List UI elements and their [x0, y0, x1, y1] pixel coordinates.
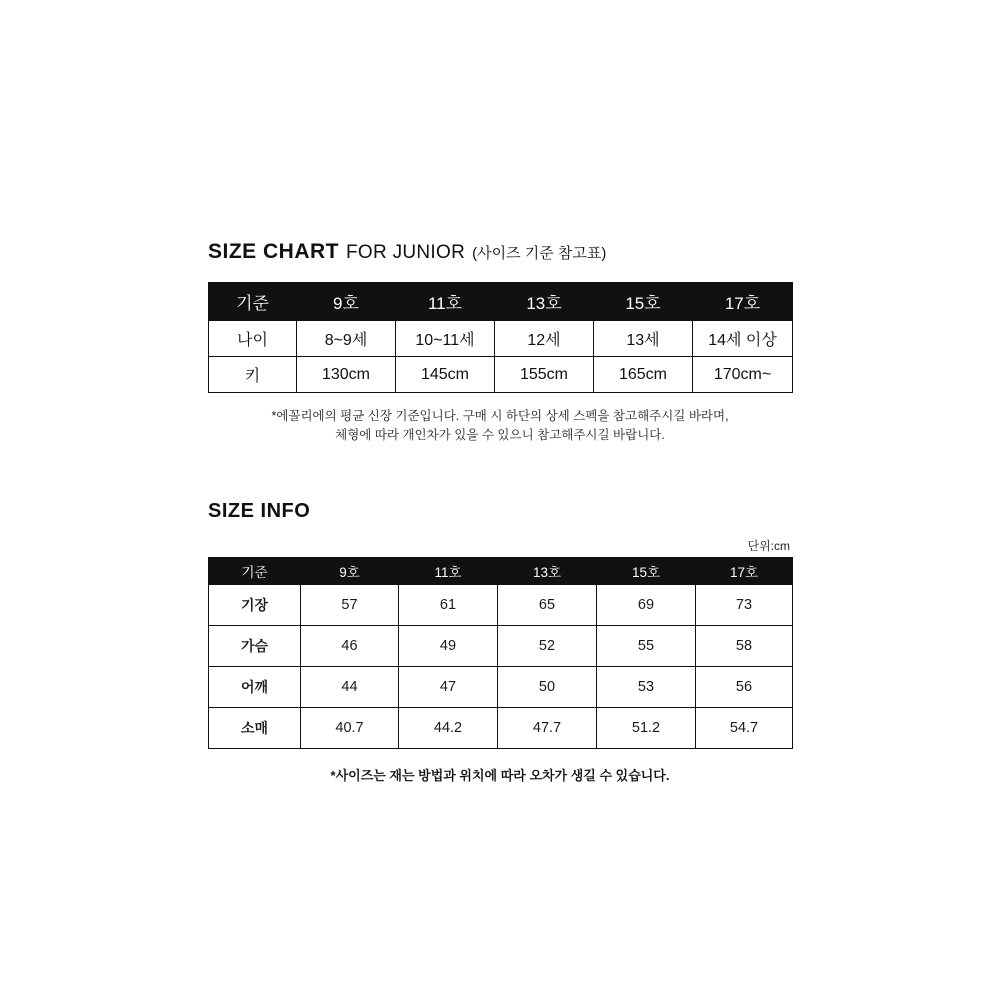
- cell-age-17: 14세 이상: [693, 321, 793, 357]
- cell-shoulder-9: 44: [301, 667, 399, 708]
- cell-height-13: 155cm: [495, 357, 594, 393]
- cell-sleeve-11: 44.2: [399, 708, 498, 749]
- size-chart-note-line2: 체형에 따라 개인차가 있을 수 있으니 참고해주시길 바랍니다.: [335, 428, 665, 443]
- table-row: [209, 585, 793, 626]
- table-header-row: [209, 558, 793, 585]
- table-header-row: [209, 283, 793, 321]
- cell-height-15: 165cm: [594, 357, 693, 393]
- cell-shoulder-15: 53: [597, 667, 696, 708]
- row-label-age: 나이: [209, 321, 297, 357]
- cell-chest-15: 55: [597, 626, 696, 667]
- size-chart-heading: [208, 240, 792, 264]
- size-chart-title-light: FOR JUNIOR: [346, 242, 466, 263]
- cell-sleeve-13: 47.7: [498, 708, 597, 749]
- row-label-length: 기장: [209, 585, 301, 626]
- column-header-base: 기준: [209, 283, 297, 321]
- cell-length-13: 65: [498, 585, 597, 626]
- row-label-chest: 가슴: [209, 626, 301, 667]
- row-label-height: 키: [209, 357, 297, 393]
- cell-chest-11: 49: [399, 626, 498, 667]
- column-header-9: 9호: [301, 558, 399, 585]
- column-header-11: 11호: [399, 558, 498, 585]
- cell-length-17: 73: [696, 585, 793, 626]
- table-row: [209, 667, 793, 708]
- column-header-13: 13호: [498, 558, 597, 585]
- cell-chest-9: 46: [301, 626, 399, 667]
- size-chart-section: [208, 240, 792, 446]
- column-header-15: 15호: [594, 283, 693, 321]
- table-row: [209, 708, 793, 749]
- column-header-17: 17호: [696, 558, 793, 585]
- size-info-section: [208, 500, 792, 784]
- size-chart-note-line1: *에꼴리에의 평균 신장 기준입니다. 구매 시 하단의 상세 스펙을 참고해주시길 바라며,: [271, 409, 729, 423]
- table-row: [209, 321, 793, 357]
- size-info-title: SIZE INFO: [208, 500, 311, 522]
- cell-sleeve-15: 51.2: [597, 708, 696, 749]
- cell-shoulder-17: 56: [696, 667, 793, 708]
- column-header-11: 11호: [396, 283, 495, 321]
- table-row: [209, 357, 793, 393]
- size-info-note: *사이즈는 재는 방법과 위치에 따라 오차가 생길 수 있습니다.: [330, 768, 670, 783]
- size-info-unit: 단위:cm: [747, 539, 790, 553]
- cell-chest-17: 58: [696, 626, 793, 667]
- cell-age-13: 12세: [495, 321, 594, 357]
- cell-length-9: 57: [301, 585, 399, 626]
- column-header-base: 기준: [209, 558, 301, 585]
- column-header-17: 17호: [693, 283, 793, 321]
- size-chart-note: [208, 407, 792, 446]
- cell-chest-13: 52: [498, 626, 597, 667]
- size-chart-title-strong: SIZE CHART: [208, 240, 339, 263]
- cell-shoulder-11: 47: [399, 667, 498, 708]
- cell-shoulder-13: 50: [498, 667, 597, 708]
- cell-age-9: 8~9세: [297, 321, 396, 357]
- size-chart-title-paren: (사이즈 기준 참고표): [472, 245, 607, 262]
- cell-height-11: 145cm: [396, 357, 495, 393]
- size-info-table: [208, 557, 793, 749]
- size-chart-table: [208, 282, 793, 393]
- cell-sleeve-17: 54.7: [696, 708, 793, 749]
- row-label-shoulder: 어깨: [209, 667, 301, 708]
- column-header-9: 9호: [297, 283, 396, 321]
- column-header-15: 15호: [597, 558, 696, 585]
- cell-age-15: 13세: [594, 321, 693, 357]
- cell-length-15: 69: [597, 585, 696, 626]
- cell-length-11: 61: [399, 585, 498, 626]
- cell-height-9: 130cm: [297, 357, 396, 393]
- cell-age-11: 10~11세: [396, 321, 495, 357]
- table-row: [209, 626, 793, 667]
- row-label-sleeve: 소매: [209, 708, 301, 749]
- column-header-13: 13호: [495, 283, 594, 321]
- cell-height-17: 170cm~: [693, 357, 793, 393]
- cell-sleeve-9: 40.7: [301, 708, 399, 749]
